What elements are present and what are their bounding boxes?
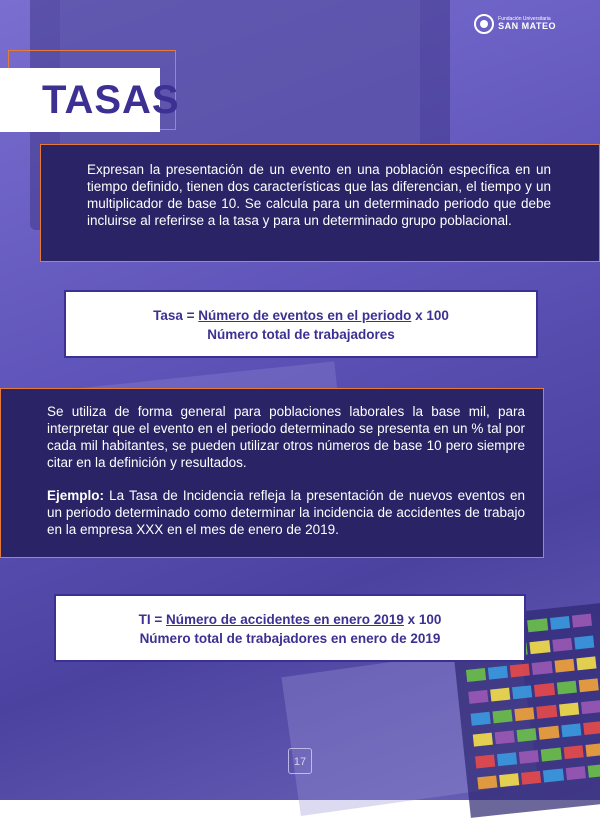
formula-denominator: Número total de trabajadores en enero de 2019 bbox=[139, 631, 441, 646]
example-text: La Tasa de Incidencia refleja la presentación de nuevos eventos en un periodo determinado como determinar la incidencia de accidentes de trabajo en la empresa XXX en el mes de enero de 2019. bbox=[47, 488, 525, 537]
rate-formula bbox=[64, 290, 538, 358]
example-paragraph bbox=[47, 487, 525, 538]
intro-panel bbox=[40, 144, 600, 262]
formula-numerator: Número de eventos en el periodo bbox=[198, 308, 412, 323]
formula-prefix: TI = bbox=[138, 612, 166, 627]
page-number: 17 bbox=[288, 748, 312, 774]
formula-multiplier: x 100 bbox=[403, 612, 442, 627]
page-title: TASAS bbox=[42, 78, 180, 122]
intro-text: Expresan la presentación de un evento en una población específica en un tiempo definido, tienen dos características que las diferencian, el tiempo y un multiplicador de base 10. Se calcula para un determinado periodo que debe incluirse al referirse a la tasa y para un determinado grupo poblacional. bbox=[87, 162, 551, 228]
explanation-text: Se utiliza de forma general para poblaciones laborales la base mil, para interpretar que el evento en el periodo determinado se presenta en un % tal por cada mil habitantes, se pueden utilizar otros números de base 10 pero siempre citar en la definición y resultados. bbox=[47, 404, 525, 470]
example-label: Ejemplo: bbox=[47, 488, 105, 503]
formula-numerator: Número de accidentes en enero 2019 bbox=[165, 612, 404, 627]
formula-prefix: Tasa = bbox=[153, 308, 199, 323]
explanation-panel bbox=[0, 388, 544, 558]
logo-line1: Fundación Universitaria bbox=[498, 16, 551, 22]
formula-denominator: Número total de trabajadores bbox=[207, 327, 395, 342]
university-logo bbox=[474, 14, 556, 34]
circle-logo-icon bbox=[474, 14, 494, 34]
formula-multiplier: x 100 bbox=[411, 308, 449, 323]
incidence-formula bbox=[54, 594, 526, 662]
logo-line2: SAN MATEO bbox=[498, 21, 556, 31]
